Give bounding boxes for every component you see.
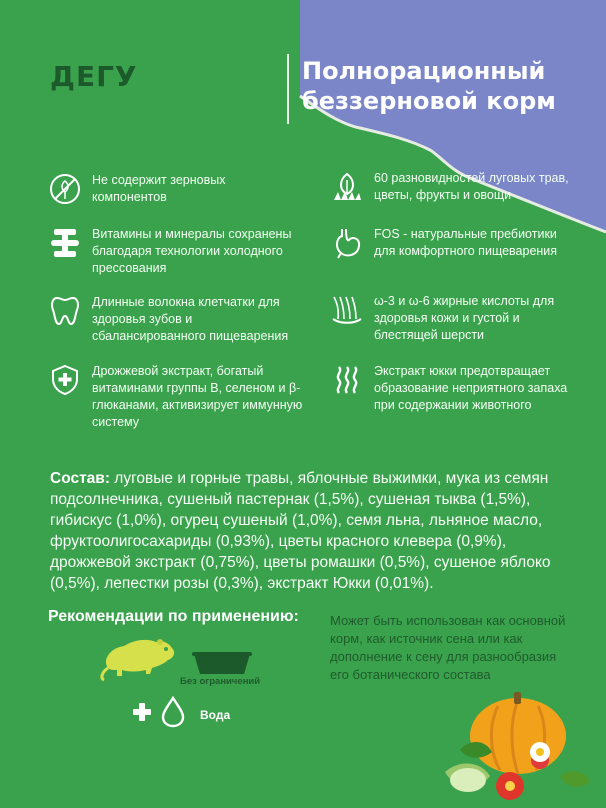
feature-yucca <box>330 363 570 414</box>
title-line-2: беззерновой корм <box>302 87 556 115</box>
feature-text: ω-3 и ω-6 жирные кислоты для здоровья кожи и густой и блестящей шерсти <box>374 294 555 342</box>
feature-text: FOS - натуральные пребиотики для комфортного пищеварения <box>374 227 558 258</box>
feature-fiber <box>48 294 298 345</box>
feature-text: 60 разновидностей луговых трав, цветы, фрукты и овощи <box>374 171 569 202</box>
feature-omega <box>330 293 570 344</box>
product-title <box>302 56 556 116</box>
odor-icon <box>330 363 364 397</box>
composition <box>50 468 570 594</box>
feature-cold-press <box>48 226 303 277</box>
press-icon <box>48 226 82 260</box>
plus-icon <box>132 702 152 722</box>
usage-note: Может быть использован как основной корм, как источник сена или как дополнение к сену для разнообразия его ботанического состава <box>330 613 566 682</box>
stomach-icon <box>330 226 364 260</box>
brand-name: ДЕГУ <box>50 60 138 93</box>
composition-text: луговые и горные травы, яблочные выжимки, мука из семян подсолнечника, сушеный пастернак (1,5%), сушеная тыква (1,5%), гибискус (1,0%), огурец сушеный (1,0%), семя льна, льняное масло, фруктоолигосахариды (0,93%), цветы красного клевера (0,9%), дрожжевой экстракт (0,75%), цветы ромашки (0,5%), сушеное яблоко (0,5%), лепестки розы (0,3%), экстракт Юкки (0,01%). <box>50 470 551 592</box>
leaf-icon <box>330 170 364 204</box>
fur-icon <box>330 293 364 327</box>
composition-label: Состав: <box>50 470 110 487</box>
chamomile-flower <box>530 742 550 762</box>
produce-illustration <box>440 690 606 808</box>
feature-text: Длинные волокна клетчатки для здоровья зубов и сбалансированного пищеварения <box>92 295 289 343</box>
water-drop-icon <box>160 696 186 728</box>
bowl-label: Без ограничений <box>180 676 261 687</box>
no-grain-icon <box>48 172 82 206</box>
feature-no-grain <box>48 172 298 206</box>
shield-cross-icon <box>48 363 82 397</box>
feature-text: Экстракт юкки предотвращает образование неприятного запаха при содержании животного <box>374 364 568 412</box>
bowl-icon <box>192 650 252 676</box>
feature-text: Не содержит зерновых компонентов <box>92 173 226 204</box>
feature-text: Витамины и минералы сохранены благодаря технологии холодного прессования <box>92 227 292 275</box>
tooth-icon <box>48 294 82 328</box>
feature-prebiotics <box>330 226 570 260</box>
feature-text: Дрожжевой экстракт, богатый витаминами группы B, селеном и β-глюканами, активизирует иммунную систему <box>92 364 303 429</box>
water-label: Вода <box>200 708 231 722</box>
feature-yeast <box>48 363 308 431</box>
feature-herbs <box>330 170 570 204</box>
title-line-1: Полнорационный <box>302 57 546 85</box>
degu-icon <box>100 630 178 682</box>
recommendations-title: Рекомендации по применению: <box>48 608 299 625</box>
title-divider <box>287 54 289 124</box>
